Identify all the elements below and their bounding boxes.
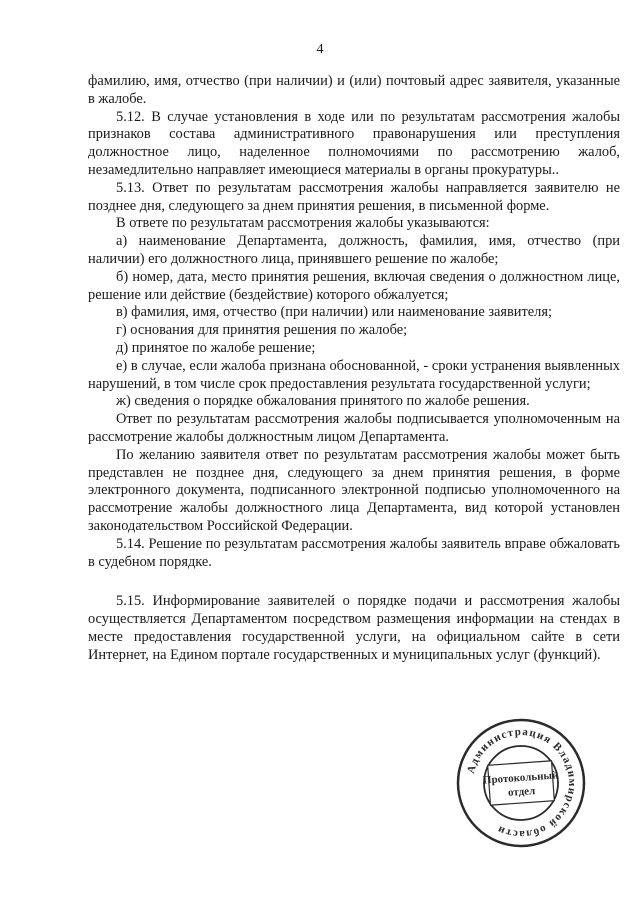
paragraph-answer-intro: В ответе по результатам рассмотрения жалобы указываются: [116,215,490,232]
paragraph-5-13: 5.13. Ответ по результатам рассмотрения жалобы направляется заявителю не позднее дня, следующего за днем принятия решения, в письменной форме. [88,179,620,214]
list-item-b: б) номер, дата, место принятия решения, включая сведения о должностном лице, решение или действие (бездействие) которого обжалуется; [88,268,620,303]
stamp-center-line2: отдел [507,785,536,799]
list-item-v: в) фамилия, имя, отчество (при наличии) или наименование заявителя; [116,304,552,321]
document-body [88,73,620,665]
stamp-seal-icon [455,717,587,849]
stamp-center-line1: Протокольный [482,769,559,787]
list-item-zh: ж) сведения о порядке обжалования принятого по жалобе решения. [116,393,530,410]
paragraph-5-12: 5.12. В случае установления в ходе или по результатам рассмотрения жалобы признаков состава административного правонарушения или преступления должностное лицо, наделенное полномочиями по рассмотрению жалоб, незамедлительно направляет имеющиеся материалы в органы прокуратуры.. [88,108,620,178]
list-item-d: д) принятое по жалобе решение; [116,339,316,356]
paragraph-5-14: 5.14. Решение по результатам рассмотрения жалобы заявитель вправе обжаловать в судебном порядке. [88,535,620,570]
list-item-a: а) наименование Департамента, должность, фамилия, имя, отчество (при наличии) его должностного лица, принявшего решение по жалобе; [88,233,620,267]
paragraph-electronic-answer: По желанию заявителя ответ по результатам рассмотрения жалобы может быть представлен не позднее дня, следующего за днем принятия решения, в форме электронного документа, подписанного электронной подписью уполномоченного на рассмотрение жалобы должностного лица Департамента, вид которой установлен законодательством Российской Федерации. [88,446,620,534]
paragraph-5-15: 5.15. Информирование заявителей о порядке подачи и рассмотрения жалобы осуществляется Департаментом посредством размещения информации на стендах в месте предоставления государственной услуги, на официальном сайте в сети Интернет, на Едином портале государственных и муниципальных услуг (функций). [88,593,620,663]
paragraph-continuation: фамилию, имя, отчество (при наличии) и (или) почтовый адрес заявителя, указанные в жалобе. [88,73,620,107]
stamp-ring-text: Администрация Владимирской области [464,725,579,841]
official-stamp [455,717,587,849]
list-item-e: е) в случае, если жалоба признана обоснованной, - сроки устранения выявленных нарушений, в том числе срок предоставления результата государственной услуги; [88,357,620,392]
list-item-g: г) основания для принятия решения по жалобе; [116,322,408,339]
paragraph-gap [88,571,620,593]
paragraph-answer-signed: Ответ по результатам рассмотрения жалобы подписывается уполномоченным на рассмотрение жалобы должностным лицом Департамента. [88,411,620,445]
page-number: 4 [316,42,324,57]
